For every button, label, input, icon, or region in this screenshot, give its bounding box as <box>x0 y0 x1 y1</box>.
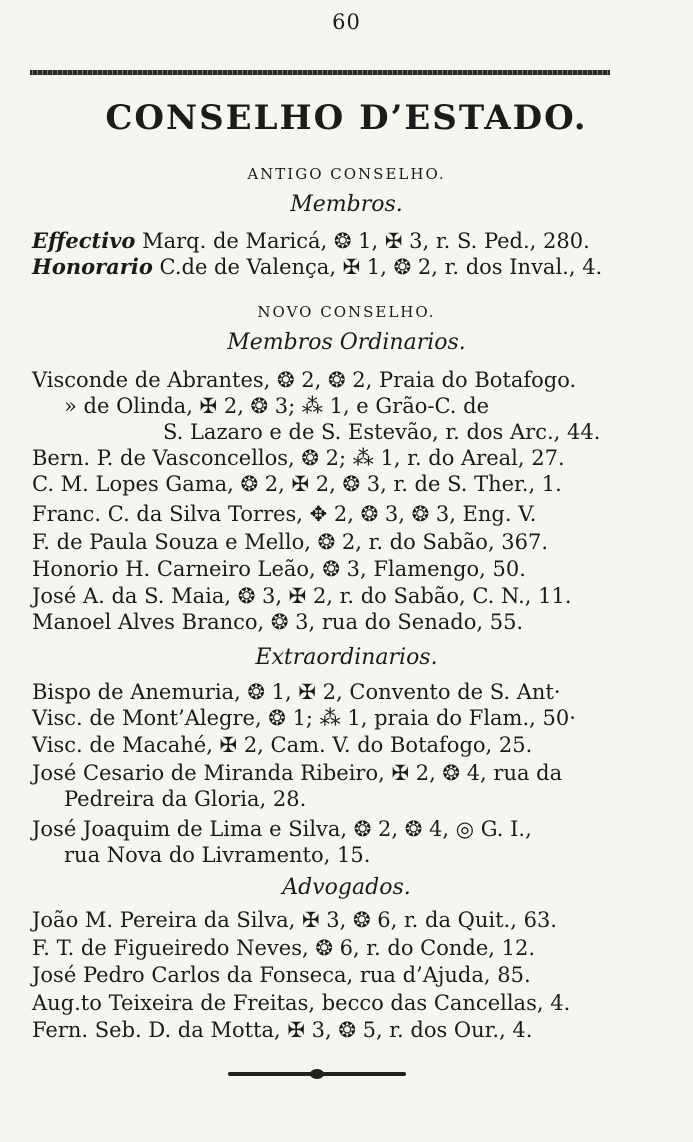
entry-line: Aug.to Teixeira de Freitas, becco das Cancellas, 4. <box>32 991 571 1015</box>
section-extraordinarios: Extraordinarios. <box>255 645 438 670</box>
entry-honorario <box>32 254 602 280</box>
entry-text: C.de de Valença, ✠ 1, ❂ 2, r. dos Inval., 4. <box>152 255 603 279</box>
ornament-knot <box>310 1069 324 1079</box>
entry-line: José Cesario de Miranda Ribeiro, ✠ 2, ❂ 4, rua da <box>32 761 563 785</box>
entry-line: Bern. P. de Vasconcellos, ❂ 2; ⁂ 1, r. do Areal, 27. <box>32 446 565 470</box>
entry-text: Marq. de Maricá, ❂ 1, ✠ 3, r. S. Ped., 280. <box>135 229 590 253</box>
entry-line: Visc. de Macahé, ✠ 2, Cam. V. do Botafogo, 25. <box>32 733 533 757</box>
page-number: 60 <box>332 10 361 34</box>
section-membros: Membros. <box>290 192 403 217</box>
entry-line: Visconde de Abrantes, ❂ 2, ❂ 2, Praia do Botafogo. <box>32 368 577 392</box>
entry-line: S. Lazaro e de S. Estevão, r. dos Arc., 44. <box>163 420 601 444</box>
entry-line: Bispo de Anemuria, ❂ 1, ✠ 2, Convento de S. Ant· <box>32 680 561 704</box>
entry-line: Franc. C. da Silva Torres, ✥ 2, ❂ 3, ❂ 3, Eng. V. <box>32 502 537 526</box>
top-rule <box>30 70 610 75</box>
section-advogados: Advogados. <box>282 875 411 900</box>
bottom-ornament-rule <box>228 1072 406 1076</box>
entry-line: José Joaquim de Lima e Silva, ❂ 2, ❂ 4, ◎ G. I., <box>32 817 532 841</box>
entry-line: » de Olinda, ✠ 2, ❂ 3; ⁂ 1, e Grão-C. de <box>64 394 490 418</box>
entry-line: C. M. Lopes Gama, ❂ 2, ✠ 2, ❂ 3, r. de S. Ther., 1. <box>32 472 562 496</box>
entry-line: José Pedro Carlos da Fonseca, rua d’Ajuda, 85. <box>32 963 531 987</box>
entry-line: Honorio H. Carneiro Leão, ❂ 3, Flamengo, 50. <box>32 557 526 581</box>
entry-effectivo <box>32 228 590 254</box>
entry-line: Pedreira da Gloria, 28. <box>64 787 307 811</box>
section-membros-ordinarios: Membros Ordinarios. <box>227 330 466 355</box>
entry-line: Manoel Alves Branco, ❂ 3, rua do Senado, 55. <box>32 610 524 634</box>
section-novo-conselho: NOVO CONSELHO. <box>257 303 436 321</box>
entry-line: Visc. de Mont’Alegre, ❂ 1; ⁂ 1, praia do Flam., 50· <box>32 706 576 730</box>
entry-lead: Effectivo <box>32 228 136 253</box>
section-antigo-conselho: ANTIGO CONSELHO. <box>247 165 446 183</box>
entry-line: José A. da S. Maia, ❂ 3, ✠ 2, r. do Sabão, C. N., 11. <box>32 584 572 608</box>
entry-line: João M. Pereira da Silva, ✠ 3, ❂ 6, r. da Quit., 63. <box>32 908 557 932</box>
entry-lead: Honorario <box>32 254 153 279</box>
entry-line: rua Nova do Livramento, 15. <box>64 843 371 867</box>
entry-line: F. T. de Figueiredo Neves, ❂ 6, r. do Conde, 12. <box>32 936 535 960</box>
entry-line: F. de Paula Souza e Mello, ❂ 2, r. do Sabão, 367. <box>32 530 549 554</box>
entry-line: Fern. Seb. D. da Motta, ✠ 3, ❂ 5, r. dos Our., 4. <box>32 1018 533 1042</box>
page-title: CONSELHO D’ESTADO. <box>105 98 588 138</box>
